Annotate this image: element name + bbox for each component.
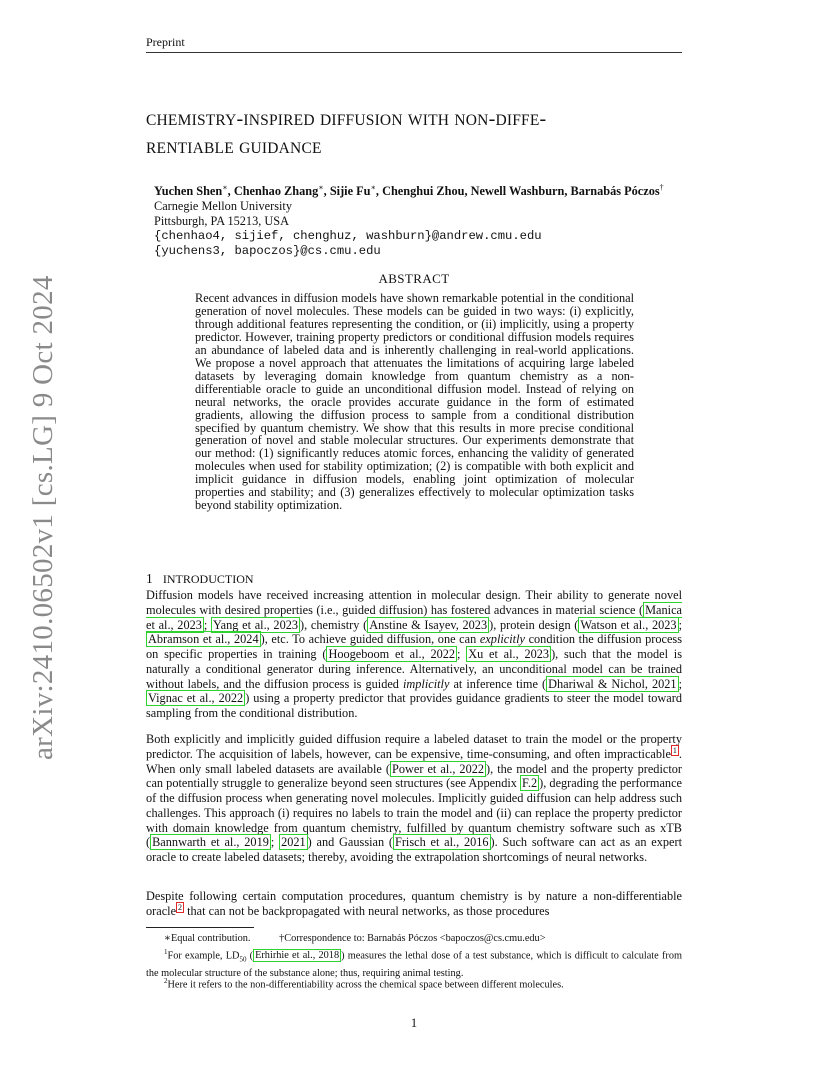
citation-link[interactable]: Frisch et al., 2016	[395, 835, 489, 850]
text-run: ;	[203, 617, 212, 632]
title-word: INSPIRED	[243, 112, 315, 129]
text-run: Here it refers to the non-differentiability across the chemical space between different molecules.	[167, 979, 564, 991]
text-run: (	[246, 950, 254, 962]
footnote-rule	[146, 927, 254, 928]
paragraph	[146, 732, 682, 865]
author-name: Barnabás Póczos	[570, 184, 660, 199]
citation-link[interactable]: 2021	[281, 835, 306, 850]
footnote-correspondence: †Correspondence to: Barnabás Póczos <bapoczos@cs.cmu.edu>	[279, 933, 546, 944]
author-name: Yuchen Shen	[154, 184, 223, 199]
title-word: NON	[454, 112, 489, 129]
citation-link[interactable]: Manica et al., 2023	[146, 602, 682, 632]
author-name: Newell Washburn	[470, 184, 565, 199]
text-run: ;	[270, 835, 280, 850]
abstract-heading-text: ABSTRACT	[378, 271, 450, 286]
text-run: ;	[678, 617, 683, 632]
text-run: ), such that the model is naturally a conditional generator during inference. Alternatively, an unconditional model can be trained without labels, and the diffusion process is guided	[146, 647, 683, 691]
text-run: ), chemistry (	[300, 617, 368, 632]
page-number: 1	[410, 1016, 418, 1030]
text-run: For example, LD	[167, 950, 240, 962]
section-heading	[146, 571, 254, 587]
text-run: that can not be backpropagated with neural networks, as those procedures	[184, 903, 550, 918]
citation-link[interactable]: Erhirhie et al., 2018	[255, 950, 340, 962]
text-run: ), degrading the performance of the diffusion process when generating novel molecules. Implicitly guided diffusion can help address such challenges. This approach (i) requires no labels to train the model and (ii) can replace the property predictor with domain knowledge from quantum chemistry, fulfilled by quantum chemistry software such as xTB (	[146, 776, 682, 850]
author-name: Chenhao Zhang	[233, 184, 319, 199]
text-run: ) measures the lethal dose of a test substance, which is difficult to calculate from the molecular structure of the substance alone; thus, requiring animal testing.	[146, 950, 682, 979]
text-run: ) and Gaussian (	[307, 835, 393, 850]
correspondence-mark: †	[659, 183, 664, 192]
citation-link[interactable]: Dhariwal & Nichol, 2021	[548, 676, 677, 691]
emphasis: implicitly	[402, 676, 450, 691]
text-run: Despite following certain computation procedures, quantum chemistry is by nature a non-differentiable oracle	[146, 889, 682, 918]
footnote-link[interactable]: 1	[672, 745, 677, 755]
appendix-link[interactable]: F.2	[522, 776, 538, 791]
title-word: RENTIABLE	[146, 140, 234, 157]
text-run: condition the diffusion process on specific properties in training (	[146, 632, 682, 661]
footnote-number: 2	[164, 977, 168, 985]
title-word: GUIDANCE	[239, 140, 322, 157]
paragraph	[146, 889, 682, 919]
footnote-link[interactable]: 2	[178, 902, 183, 912]
text-run: ), protein design (	[489, 617, 579, 632]
text-run: ), etc. To achieve guided diffusion, one can	[260, 632, 480, 647]
citation-link[interactable]: Yang et al., 2023	[213, 617, 299, 632]
citation-link[interactable]: Anstine & Isayev, 2023	[369, 617, 488, 632]
abstract-heading	[0, 271, 828, 287]
address: Pittsburgh, PA 15213, USA	[154, 214, 289, 228]
email-line: {chenhao4, sijief, chenghuz, washburn}@andrew.cmu.edu	[154, 229, 542, 243]
citation-link[interactable]: Power et al., 2022	[392, 761, 485, 776]
running-head: Preprint	[146, 35, 185, 49]
text-run: ) using a property predictor that provides guidance gradients to steer the model toward sampling from the conditional distribution.	[146, 691, 682, 720]
section-title: INTRODUCTION	[162, 572, 254, 586]
text-run: Diffusion models have received increasing attention in molecular design. Their ability to generate novel molecules with desired properties (i.e., guided diffusion) has fostered advances in material science (	[146, 588, 682, 617]
equal-contribution-mark: ∗	[318, 183, 324, 192]
text-run: at inference time (	[449, 676, 547, 691]
citation-link[interactable]: Abramson et al., 2024	[148, 632, 259, 647]
author-list: Yuchen Shen∗, Chenhao Zhang∗, Sijie Fu∗, Chenghui Zhou, Newell Washburn, Barnabás Póczos†	[154, 183, 664, 199]
header-rule	[146, 52, 682, 53]
emphasis: explicitly	[479, 632, 525, 647]
text-run: . When only small labeled datasets are available (	[146, 746, 682, 776]
abstract-text: Recent advances in diffusion models have shown remarkable potential in the conditional generation of novel molecules. These models can be guided in two ways: (i) explicitly, through additional features representing the condition, or (ii) implicitly, using a property predictor. However, training property predictors or conditional diffusion models requires an abundance of labeled data and is inherently challenging in real-world applications. We propose a novel approach that attenuates the limitations of acquiring large labeled datasets by leveraging domain knowledge from quantum chemistry as a non-differentiable oracle to guide an unconditional diffusion model. Instead of relying on neural networks, the oracle provides accurate guidance in the form of estimated gradients, allowing the diffusion process to sample from a conditional distribution specified by quantum chemistry. We show that this results in more precise conditional generation of novel and stable molecular structures. Our experiments demonstrate that our method: (1) significantly reduces atomic forces, enhancing the validity of generated molecules when used for stability optimization; (2) is compatible with both explicit and implicit guidance in diffusion models, enabling joint optimization of molecular properties and stability; and (3) generalizes effectively to molecular optimization tasks beyond stability optimization.	[195, 291, 634, 513]
author-name: Sijie Fu	[329, 184, 371, 199]
text-run: ), the model and the property predictor can potentially struggle to generalize beyond seen structures (see Appendix	[146, 761, 682, 791]
footnote-contribution	[146, 932, 682, 945]
email-line: {yuchens3, bapoczos}@cs.cmu.edu	[154, 244, 381, 258]
citation-link[interactable]: Hoogeboom et al., 2022	[328, 647, 456, 661]
citation-link[interactable]: Xu et al., 2023	[468, 647, 550, 661]
citation-link[interactable]: Watson et al., 2023	[580, 617, 677, 632]
text-run: ;	[457, 647, 467, 661]
affiliation: Carnegie Mellon University	[154, 199, 292, 213]
text-run: Both explicitly and implicitly guided diffusion require a labeled dataset to train the model or the property predictor. The acquisition of labels, however, can be expensive, time-consuming, and often impracticable	[146, 732, 682, 761]
equal-contribution-mark: ∗	[370, 183, 376, 192]
subscript: 50	[239, 955, 247, 964]
text-run: ;	[678, 676, 683, 691]
title-word: DIFFUSION	[319, 112, 403, 129]
paper-title: CHEMISTRY-INSPIRED DIFFUSION WITH NON-DIFFE- RENTIABLE GUIDANCE	[146, 108, 547, 157]
citation-link[interactable]: Vignac et al., 2022	[148, 691, 244, 706]
section-number: 1	[146, 571, 153, 586]
author-name: Chenghui Zhou	[382, 184, 465, 199]
equal-contribution-mark: ∗	[222, 183, 228, 192]
citation-link[interactable]: Bannwarth et al., 2019	[152, 835, 269, 850]
title-word: CHEMISTRY	[146, 112, 237, 129]
paragraph	[146, 588, 682, 721]
title-word: WITH	[407, 112, 450, 129]
footnote-number: 1	[164, 948, 168, 956]
footnote-equal: ∗Equal contribution.	[164, 933, 251, 944]
arxiv-stamp: arXiv:2410.06502v1 [cs.LG] 9 Oct 2024	[27, 275, 59, 760]
title-word: DIFFE	[495, 112, 540, 129]
footnote-2	[146, 975, 682, 992]
text-run: ). Such software can act as an expert oracle to create labeled datasets; thereby, avoiding the extrapolation shortcomings of neural networks.	[146, 835, 683, 864]
